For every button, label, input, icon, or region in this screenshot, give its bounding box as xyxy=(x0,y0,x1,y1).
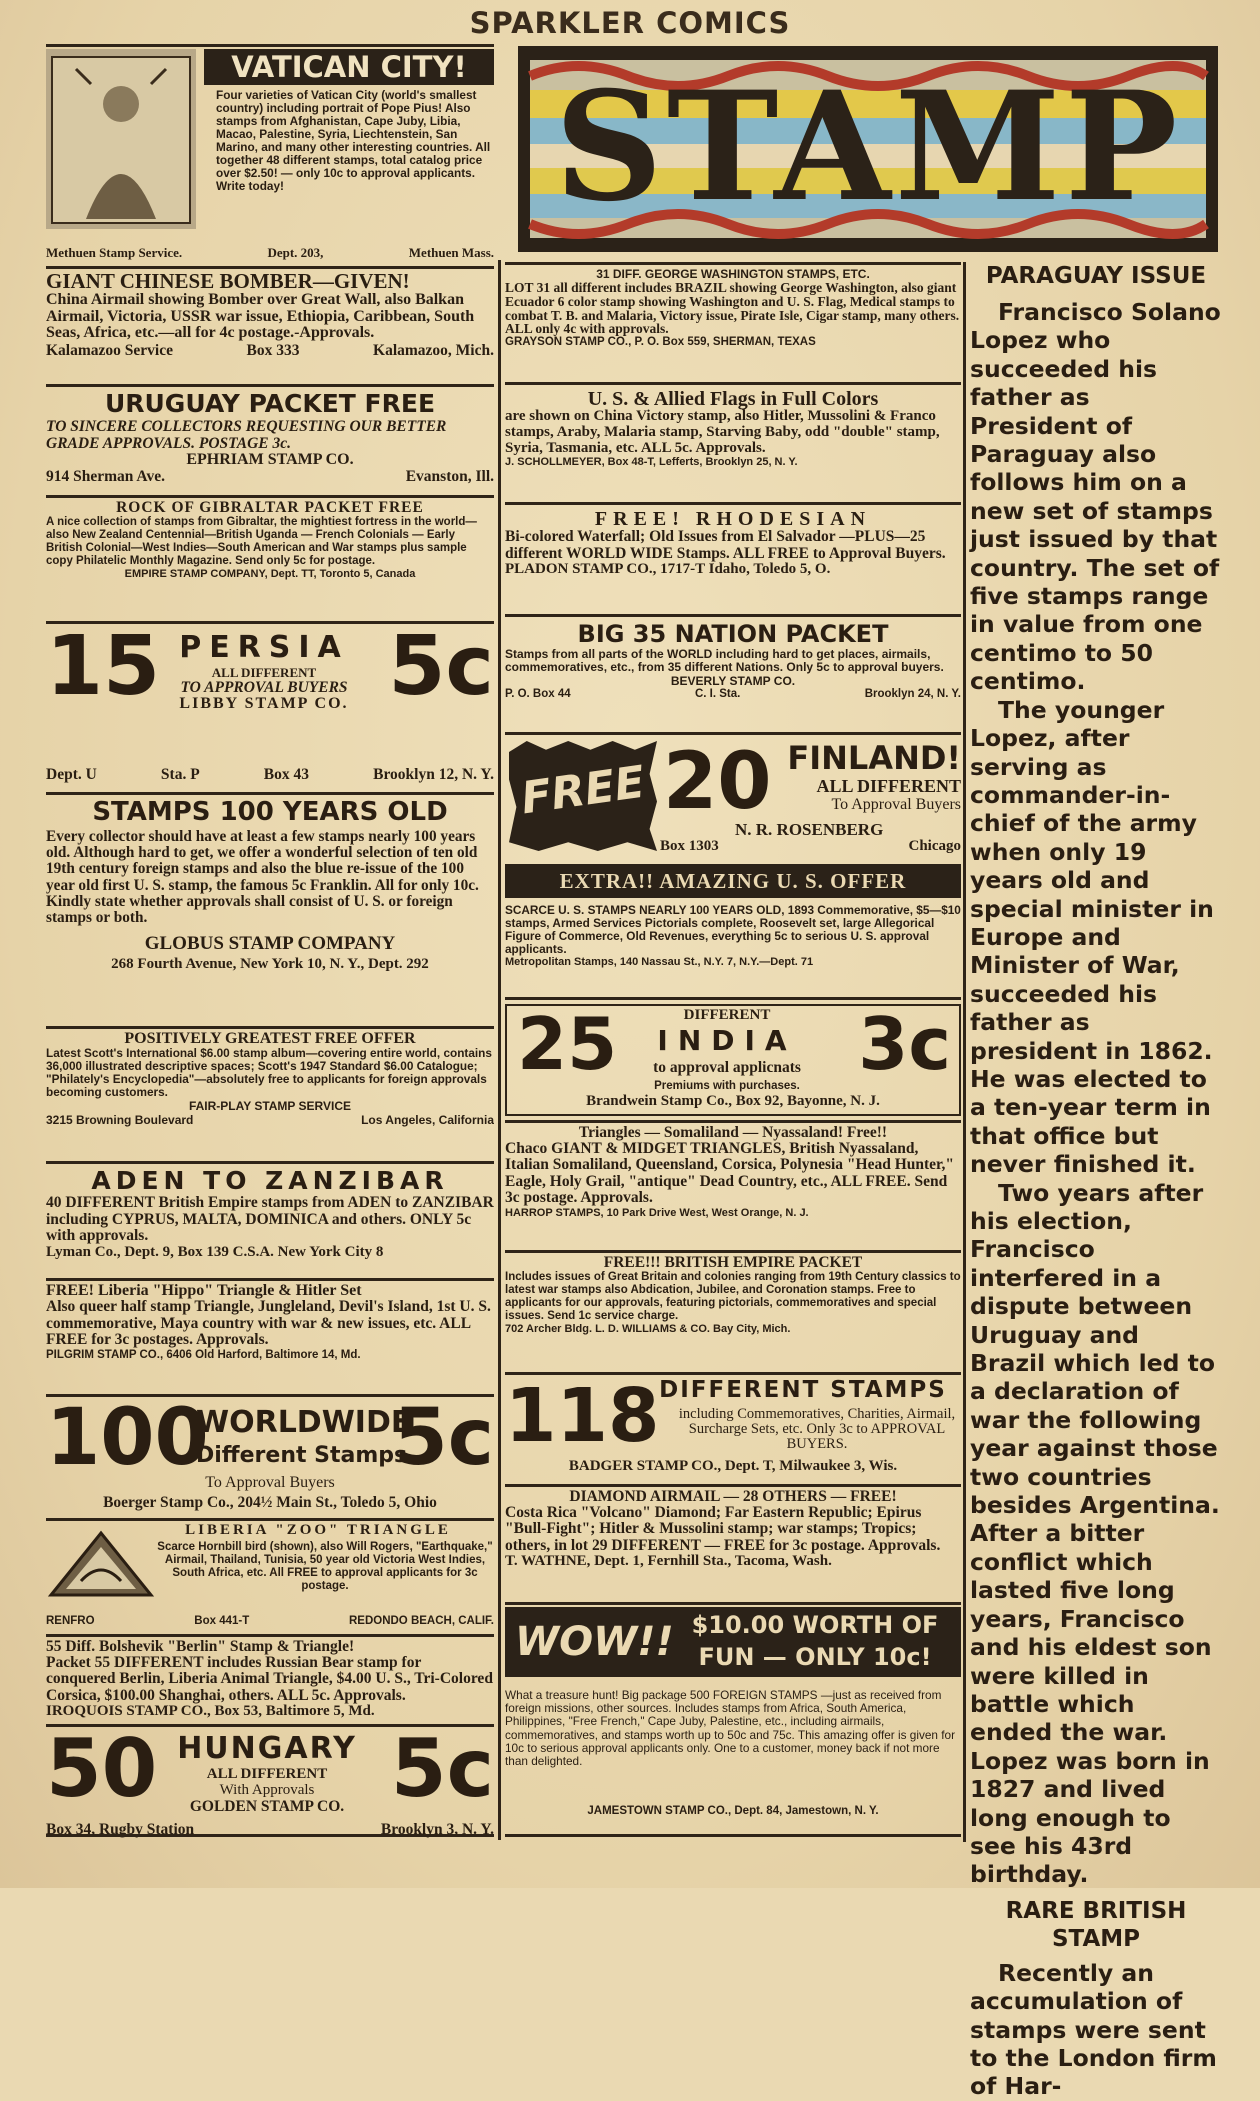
washington-footer: GRAYSON STAMP CO., P. O. Box 559, SHERMAN, TEXAS xyxy=(505,336,816,349)
extra-footer: Metropolitan Stamps, 140 Nassau St., N.Y. 7, N.Y.—Dept. 71 xyxy=(505,956,814,968)
column-divider-2 xyxy=(963,262,966,1842)
extra-body: SCARCE U. S. STAMPS NEARLY 100 YEARS OLD, 1893 Commemorative, $5—$10 stamps, Armed Services Pictorials complete, Roosevelt set, large Allegorical Figure of Commerce, Old Revenues, everything 5c to serious U. S. approval applicants. xyxy=(505,903,961,956)
hungary-company: GOLDEN STAMP CO. xyxy=(189,1798,345,1815)
greatest-footer-right: Los Angeles, California xyxy=(361,1113,494,1127)
wow-text: WOW!! xyxy=(515,1619,674,1665)
vatican-footer-mid: Dept. 203, xyxy=(267,245,324,260)
vatican-footer-right: Methuen Mass. xyxy=(408,245,494,260)
persia-f2: Sta. P xyxy=(160,766,200,783)
worldwide-line: To Approval Buyers xyxy=(205,1474,335,1491)
article-paragraph-1: Francisco Solano Lopez who succeeded his father as President of Paraguay also follows him on a new set of stamps just issued by that country. The set of five stamps range in value from one centimo to 50 centimo. xyxy=(970,298,1221,696)
article-paragraph-3: Two years after his election, Francisco interfered in a dispute between Uruguay and Brazil which led to a declaration of war the following year against those two countries besides Argentina. After a bitter conflict which lasted five long years, Francisco and his eldest son were killed in battle which ended the war. Lopez was born in 1827 and lived long enough to see his 43rd birthday. xyxy=(970,1178,1220,1889)
worldwide-title: WORLDWIDE xyxy=(196,1405,412,1440)
rhodesian-title: FREE! RHODESIAN xyxy=(594,509,872,530)
big35-f3: Brooklyn 24, N. Y. xyxy=(864,688,961,700)
page-header: SPARKLER COMICS xyxy=(469,6,791,40)
diamond-footer: T. WATHNE, Dept. 1, Fernhill Sta., Tacoma, Wash. xyxy=(505,1553,832,1569)
empire-title: FREE!!! BRITISH EMPIRE PACKET xyxy=(603,1255,863,1271)
vatican-title: VATICAN CITY! xyxy=(204,49,494,85)
liberia-hippo-ad xyxy=(46,1283,494,1393)
rhodesian-body: Bi-colored Waterfall; Old Issues from El Salvador —PLUS—25 different WORLD WIDE Stamps. ALL FREE to Approval Buyers. xyxy=(505,528,946,562)
wow-ad xyxy=(505,1607,961,1832)
hungary-ad xyxy=(46,1729,494,1841)
aden-footer: Lyman Co., Dept. 9, Box 139 C.S.A. New York City 8 xyxy=(46,1243,384,1260)
india-count: 25 xyxy=(517,1004,618,1086)
finland-count: 20 xyxy=(663,737,772,827)
hungary-footer-right: Brooklyn 3, N. Y. xyxy=(380,1821,494,1838)
liberia-zoo-ad xyxy=(46,1523,494,1633)
bolshevik-body: Packet 55 DIFFERENT includes Russian Bear stamp for conquered Berlin, Liberia Animal Triangle, $4.00 U. S., Tri-Colored Corsica, $100.00 Shanghai, others. ALL 5c. Approvals. xyxy=(46,1653,493,1704)
triangles-ad xyxy=(505,1125,961,1249)
hungary-footer-left: Box 34, Rugby Station xyxy=(46,1821,195,1838)
uruguay-footer-right: Evanston, Ill. xyxy=(405,468,494,485)
pope-image xyxy=(46,49,196,229)
bomber-footer-mid: Box 333 xyxy=(246,341,300,359)
india-price: 3c xyxy=(858,1004,951,1086)
finland-company: N. R. ROSENBERG xyxy=(735,820,884,839)
rhodesian-ad xyxy=(505,509,961,609)
empire-footer: 702 Archer Bldg. L. D. WILLIAMS & CO. Bay City, Mich. xyxy=(505,1322,791,1335)
wow-line1: $10.00 WORTH OF xyxy=(691,1611,939,1639)
liberia-zoo-f2: Box 441-T xyxy=(194,1615,250,1627)
article-column xyxy=(970,262,1222,2101)
big35-ad xyxy=(505,620,961,730)
india-title: INDIA xyxy=(657,1024,797,1057)
worldwide-footer: Boerger Stamp Co., 204½ Main St., Toledo 5, Ohio xyxy=(103,1494,437,1511)
greatest-footer-left: 3215 Browning Boulevard xyxy=(46,1113,194,1127)
uruguay-company: EPHRIAM STAMP CO. xyxy=(186,451,354,468)
aden-ad xyxy=(46,1166,494,1276)
column-divider-1 xyxy=(498,260,501,1840)
wow-line2: FUN — ONLY 10c! xyxy=(698,1643,932,1671)
finland-city: Chicago xyxy=(908,838,961,854)
finland-free: FREE xyxy=(518,756,648,825)
flags-footer: J. SCHOLLMEYER, Box 48-T, Lefferts, Brooklyn 25, N. Y. xyxy=(505,456,798,469)
finland-box: Box 1303 xyxy=(660,838,719,854)
hundred-years-body: Every collector should have at least a few stamps nearly 100 years old. Although hard to get, we offer a wonderful selection of ten old 19th century foreign stamps and also the blue re-issue of the 100 year old first U. S. stamp, the famous 5c Franklin. All for only 10c. Kindly state whether approvals shall consist of U. S. or foreign stamps or both. xyxy=(46,828,479,927)
stamp-banner xyxy=(518,46,1218,252)
india-ad xyxy=(505,1004,961,1116)
big35-f1: P. O. Box 44 xyxy=(505,688,571,700)
big35-f2: C. I. Sta. xyxy=(694,688,741,700)
bomber-body: China Airmail showing Bomber over Great Wall, also Balkan Airmail, Victoria, USSR war issue, Ethiopia, Caribbean, South Seas, Africa, etc.—all for 4c postage.-Approvals. xyxy=(46,291,475,341)
hundred-years-company: GLOBUS STAMP COMPANY xyxy=(144,933,396,955)
gibraltar-ad xyxy=(46,500,494,620)
washington-body: LOT 31 all different includes BRAZIL showing George Washington, also giant Ecuador 6 color stamp showing Washington and U. S. Flag, Medical stamps to combat T. B. and Malaria, Victory issue, Pirate Isle, Cigar stamp, many others. ALL only 4c with approvals. xyxy=(505,280,960,337)
finland-line1: ALL DIFFERENT xyxy=(816,776,961,796)
persia-title: PERSIA xyxy=(179,630,349,665)
persia-company: LIBBY STAMP CO. xyxy=(179,695,349,712)
extra-ad xyxy=(505,864,961,1014)
empire-body: Includes issues of Great Britain and colonies ranging from 19th Century classics to latest war stamps also Abdication, Jubilee, and Coronation stamps. Free to applicants for our approvals, featuring pictorials, commemoratives and special issues. Send 1c service charge. xyxy=(505,1270,961,1322)
hundred-years-address: 268 Fourth Avenue, New York 10, N. Y., Dept. 292 xyxy=(111,956,429,973)
persia-line1: ALL DIFFERENT xyxy=(211,665,317,680)
india-line: to approval applicnats xyxy=(653,1059,801,1076)
vatican-ad xyxy=(46,49,494,264)
liberia-zoo-f3: REDONDO BEACH, CALIF. xyxy=(348,1615,494,1627)
empire-ad xyxy=(505,1255,961,1367)
hundred-years-ad xyxy=(46,797,494,1027)
hungary-title: HUNGARY xyxy=(177,1731,357,1766)
uruguay-body: TO SINCERE COLLECTORS REQUESTING OUR BETTER GRADE APPROVALS. POSTAGE 3c. xyxy=(46,418,447,452)
persia-f3: Box 43 xyxy=(263,766,309,783)
liberia-zoo-title: LIBERIA "ZOO" TRIANGLE xyxy=(185,1523,451,1538)
persia-line2: TO APPROVAL BUYERS xyxy=(180,679,348,696)
greatest-title: POSITIVELY GREATEST FREE OFFER xyxy=(124,1031,416,1047)
greatest-body: Latest Scott's International $6.00 stamp album—covering entire world, contains 36,000 illustrated descriptive spaces; Scott's 1947 Standard $6.00 Catalogue; "Philately's Encyclopedia"—absolutely free to applicants for foreign approvals becoming customers. xyxy=(46,1046,492,1099)
washington-ad xyxy=(505,267,961,377)
finland-ad xyxy=(505,737,961,862)
bolshevik-title: 55 Diff. Bolshevik "Berlin" Stamp & Triangle! xyxy=(46,1639,355,1655)
india-footer: Brandwein Stamp Co., Box 92, Bayonne, N. J. xyxy=(586,1093,880,1109)
persia-count: 15 xyxy=(46,626,161,714)
persia-f1: Dept. U xyxy=(46,766,97,783)
big35-title: BIG 35 NATION PACKET xyxy=(577,620,889,648)
greatest-company: FAIR-PLAY STAMP SERVICE xyxy=(188,1099,352,1113)
worldwide-subtitle: Different Stamps xyxy=(196,1443,408,1468)
bolshevik-footer: IROQUOIS STAMP CO., Box 53, Baltimore 5, Md. xyxy=(46,1703,375,1719)
s118-body: including Commemoratives, Charities, Airmail, Surcharge Sets, etc. Only 3c to APPROVAL BUYERS. xyxy=(678,1406,956,1452)
wow-banner xyxy=(505,1607,961,1677)
big35-body: Stamps from all parts of the WORLD including hard to get places, airmails, commemoratives, etc., from 35 different Nations. Only 5c to approval buyers. xyxy=(505,647,944,674)
liberia-hippo-body: Also queer half stamp Triangle, Jungleland, Devil's Island, 1st U. S. commemorative, Maya country with war & new issues, etc. ALL FREE for 3c postages. Approvals. xyxy=(46,1298,491,1348)
stamp-banner-text: STAMP xyxy=(554,59,1182,235)
flags-ad xyxy=(505,389,961,489)
vatican-footer-left: Methuen Stamp Service. xyxy=(46,245,183,260)
rhodesian-footer: PLADON STAMP CO., 1717-T Idaho, Toledo 5, O. xyxy=(505,561,831,577)
india-premium: Premiums with purchases. xyxy=(654,1080,800,1092)
persia-f4: Brooklyn 12, N. Y. xyxy=(373,766,494,783)
triangles-title: Triangles — Somaliland — Nyassaland! Free!! xyxy=(578,1125,888,1141)
hundred-years-title: STAMPS 100 YEARS OLD xyxy=(92,797,448,827)
gibraltar-footer: EMPIRE STAMP COMPANY, Dept. TT, Toronto 5, Canada xyxy=(124,567,416,580)
middle-ad-column xyxy=(505,262,961,1842)
article-paragraph-2: The younger Lopez, after serving as commander-in-chief of the army when only 19 years old and special minister in Europe and Minister of War, succeeded his father as president in 1862. He was elected to a ten-year term in that office but never finished it. xyxy=(970,695,1214,1179)
extra-banner: EXTRA!! AMAZING U. S. OFFER xyxy=(505,864,961,898)
gibraltar-body: A nice collection of stamps from Gibraltar, the mightiest fortress in the world—also New Zealand Centennial—British Uganda — French Colonials — Early British Colonial—West Indies—South American and War stamps plus sample copy Philatelic Monthly Magazine. Send only 5c for postage. xyxy=(46,515,477,567)
aden-body: 40 DIFFERENT British Empire stamps from ADEN to ZANZIBAR including CYPRUS, MALTA, DOMINICA and others. ONLY 5c with approvals. xyxy=(46,1194,494,1244)
uruguay-footer-left: 914 Sherman Ave. xyxy=(46,468,165,485)
diamond-body: Costa Rica "Volcano" Diamond; Far Eastern Republic; Epirus "Bull-Fight"; Hitler & Mussolini stamp; war stamps; Tropics; others, in lot 29 DIFFERENT — FREE for 3c postage. Approvals. xyxy=(505,1503,941,1554)
hungary-line1: ALL DIFFERENT xyxy=(206,1766,328,1782)
triangles-body: Chaco GIANT & MIDGET TRIANGLES, British Nyassaland, Italian Somaliland, Queensland, Corsica, Polynesia "Head Hunter," Eagle, Holy Grail, "antique" Dead Country, etc., ALL FREE. Send 3c postage. Approvals. xyxy=(505,1139,954,1206)
bomber-ad xyxy=(46,271,494,381)
worldwide-price: 5c xyxy=(393,1399,494,1483)
liberia-zoo-f1: RENFRO xyxy=(46,1615,95,1627)
greatest-ad xyxy=(46,1031,494,1159)
gibraltar-title: ROCK OF GIBRALTAR PACKET FREE xyxy=(116,500,424,516)
s118-ad xyxy=(505,1377,961,1482)
diamond-title: DIAMOND AIRMAIL — 28 OTHERS — FREE! xyxy=(569,1489,897,1505)
s118-footer: BADGER STAMP CO., Dept. T, Milwaukee 3, Wis. xyxy=(568,1458,898,1474)
bomber-footer-right: Kalamazoo, Mich. xyxy=(373,341,494,359)
india-top: DIFFERENT xyxy=(683,1007,771,1023)
article-heading-british: RARE BRITISH STAMP xyxy=(1005,1897,1187,1952)
uruguay-title: URUGUAY PACKET FREE xyxy=(104,389,436,418)
bomber-footer-left: Kalamazoo Service xyxy=(46,341,173,359)
worldwide-count: 100 xyxy=(46,1399,209,1483)
vatican-body: Four varieties of Vatican City (world's smallest country) including portrait of Pope Pius! Also stamps from Afghanistan, Cape Juby, Libia, Macao, Palestine, Syria, Liechtenstein, San Marino, and many other interesting countries. All together 48 different stamps, total catalog price over $2.50! — only 10c to approval applicants. Write today! xyxy=(216,88,491,193)
finland-title: FINLAND! xyxy=(787,739,961,777)
hungary-price: 5c xyxy=(390,1729,494,1815)
bomber-title: GIANT CHINESE BOMBER—GIVEN! xyxy=(46,271,410,293)
uruguay-ad xyxy=(46,389,494,489)
s118-title: DIFFERENT STAMPS xyxy=(659,1377,947,1403)
liberia-hippo-footer: PILGRIM STAMP CO., 6406 Old Harford, Baltimore 14, Md. xyxy=(46,1348,361,1361)
finland-line2: To Approval Buyers xyxy=(831,796,961,813)
article-paragraph-4: Recently an accumulation of stamps were sent to the London firm of Har- xyxy=(970,1958,1217,2101)
wow-body: What a treasure hunt! Big package 500 FOREIGN STAMPS —just as received from foreign missions, other sources. Includes stamps from Africa, South America, Philippines, "Free French," Cape Juby, Palestine, etc., including airmails, commemoratives, and stamps worth up to 50c and 75c. This amazing offer is given for 10c to serious approval applicants only. One to a customer, money back if not more than delighted. xyxy=(505,1688,956,1769)
hungary-line2: With Approvals xyxy=(219,1782,315,1798)
triangles-footer: HARROP STAMPS, 10 Park Drive West, West Orange, N. J. xyxy=(505,1206,809,1219)
liberia-zoo-body: Scarce Hornbill bird (shown), also Will Rogers, "Earthquake," Airmail, Thailand, Tunisia, 50 year old Victoria West Indies, South Africa, etc. All FREE to approval applicants for 3c postage. xyxy=(157,1541,493,1592)
diamond-ad xyxy=(505,1489,961,1601)
hungary-count: 50 xyxy=(46,1729,158,1815)
wow-footer: JAMESTOWN STAMP CO., Dept. 84, Jamestown, N. Y. xyxy=(587,1805,879,1817)
s118-count: 118 xyxy=(505,1377,660,1459)
persia-ad xyxy=(46,626,494,791)
big35-company: BEVERLY STAMP CO. xyxy=(670,674,796,688)
aden-title: ADEN TO ZANZIBAR xyxy=(91,1166,449,1195)
article-heading-paraguay: PARAGUAY ISSUE xyxy=(985,263,1207,289)
flags-body: are shown on China Victory stamp, also Hitler, Mussolini & Franco stamps, Araby, Malaria stamp, Starving Baby, odd "double" stamp, Syria, Tasmania, etc. ALL 5c. Approvals. xyxy=(505,408,940,456)
flags-title: U. S. & Allied Flags in Full Colors xyxy=(587,389,879,410)
persia-price: 5c xyxy=(388,626,494,714)
washington-title: 31 DIFF. GEORGE WASHINGTON STAMPS, ETC. xyxy=(596,267,870,281)
liberia-hippo-title: FREE! Liberia "Hippo" Triangle & Hitler Set xyxy=(46,1283,362,1299)
worldwide-ad xyxy=(46,1399,494,1517)
hornbill-triangle-image xyxy=(46,1529,156,1599)
left-ad-column xyxy=(46,44,494,1844)
